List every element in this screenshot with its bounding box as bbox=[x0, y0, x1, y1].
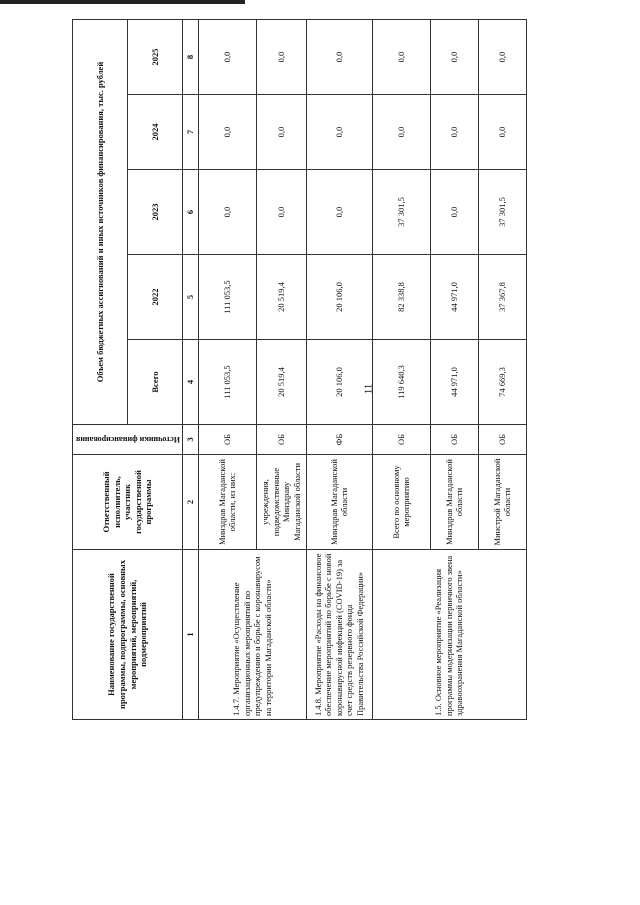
rotated-content bbox=[72, 20, 572, 720]
row-2023: 0,0 bbox=[306, 170, 372, 255]
row-total: 44 971,0 bbox=[430, 340, 478, 425]
row-executor: учреждения, подведомственные Минздраву Магаданской области bbox=[256, 455, 306, 550]
row-2022: 37 367,8 bbox=[478, 255, 526, 340]
header-2025: 2025 bbox=[128, 19, 183, 94]
column-number-row bbox=[183, 19, 199, 719]
table-row bbox=[198, 19, 256, 719]
financing-table bbox=[72, 19, 527, 720]
header-2023: 2023 bbox=[128, 170, 183, 255]
row-executor: Минстрой Магаданской области bbox=[478, 455, 526, 550]
row-source: ОБ bbox=[478, 425, 526, 455]
page-number: 11 bbox=[362, 383, 375, 395]
row-2024: 0,0 bbox=[430, 95, 478, 170]
col-number: 5 bbox=[183, 255, 199, 340]
row-2022: 82 338,8 bbox=[372, 255, 430, 340]
header-total: Всего bbox=[128, 340, 183, 425]
row-source: ОБ bbox=[256, 425, 306, 455]
row-source: ОБ bbox=[198, 425, 256, 455]
header-2024: 2024 bbox=[128, 95, 183, 170]
row-name: 1.4.7. Мероприятие «Осуществление организационных мероприятий по предупреждению и борьбе с коронавирусом на территории Магаданской области» bbox=[198, 550, 306, 720]
row-2025: 0,0 bbox=[198, 19, 256, 94]
row-name: 1.4.8. Мероприятие «Расходы на финансовое обеспечение мероприятий по борьбе с новой коронавирусной инфекцией (COVID-19) за счет средств резервного фонда Правительства Российской Федерации» bbox=[306, 550, 372, 720]
row-2025: 0,0 bbox=[306, 19, 372, 94]
table-row bbox=[306, 19, 372, 719]
row-source: ОБ bbox=[430, 425, 478, 455]
col-number: 2 bbox=[183, 455, 199, 550]
row-2025: 0,0 bbox=[256, 19, 306, 94]
row-2023: 0,0 bbox=[430, 170, 478, 255]
row-2025: 0,0 bbox=[372, 19, 430, 94]
row-2025: 0,0 bbox=[478, 19, 526, 94]
header-source bbox=[73, 425, 183, 455]
row-total: 20 106,0 bbox=[306, 340, 372, 425]
table-row bbox=[372, 19, 430, 719]
col-number: 3 bbox=[183, 425, 199, 455]
header-executor: Ответственный исполнитель, участник государственной программы bbox=[73, 455, 183, 550]
row-2022: 44 971,0 bbox=[430, 255, 478, 340]
row-2024: 0,0 bbox=[198, 95, 256, 170]
row-2023: 37 301,5 bbox=[372, 170, 430, 255]
row-executor: Минздрав Магаданской области bbox=[430, 455, 478, 550]
header-group: Объем бюджетных ассигнований и иных источников финансирования, тыс. рублей bbox=[73, 19, 128, 424]
header-2022: 2022 bbox=[128, 255, 183, 340]
col-number: 1 bbox=[183, 550, 199, 720]
top-rule bbox=[0, 0, 245, 4]
col-number: 8 bbox=[183, 19, 199, 94]
row-executor: Минздрав Магаданской области bbox=[306, 455, 372, 550]
row-total: 119 640,3 bbox=[372, 340, 430, 425]
row-2023: 0,0 bbox=[198, 170, 256, 255]
row-2024: 0,0 bbox=[256, 95, 306, 170]
row-total: 20 519,4 bbox=[256, 340, 306, 425]
row-2024: 0,0 bbox=[372, 95, 430, 170]
rotated-page bbox=[72, 20, 572, 720]
row-executor: Всего по основному мероприятию bbox=[372, 455, 430, 550]
row-source: ФБ bbox=[306, 425, 372, 455]
row-2025: 0,0 bbox=[430, 19, 478, 94]
row-2023: 37 301,5 bbox=[478, 170, 526, 255]
row-2023: 0,0 bbox=[256, 170, 306, 255]
row-source: ОБ bbox=[372, 425, 430, 455]
col-number: 4 bbox=[183, 340, 199, 425]
row-2024: 0,0 bbox=[306, 95, 372, 170]
header-source-text: Источники финансирования bbox=[75, 435, 180, 445]
row-executor: Минздрав Магаданской области, из них: bbox=[198, 455, 256, 550]
col-number: 7 bbox=[183, 95, 199, 170]
row-total: 74 669,3 bbox=[478, 340, 526, 425]
header-name: Наименование государственной программы, подпрограммы, основных мероприятий, мероприятий, подмероприятий bbox=[73, 550, 183, 720]
row-2022: 20 106,0 bbox=[306, 255, 372, 340]
row-name: 1.5. Основное мероприятие «Реализация программы модернизации первичного звена здравоохранения Магаданской области» bbox=[372, 550, 526, 720]
row-2022: 20 519,4 bbox=[256, 255, 306, 340]
row-2022: 111 053,5 bbox=[198, 255, 256, 340]
col-number: 6 bbox=[183, 170, 199, 255]
row-total: 111 053,5 bbox=[198, 340, 256, 425]
row-2024: 0,0 bbox=[478, 95, 526, 170]
